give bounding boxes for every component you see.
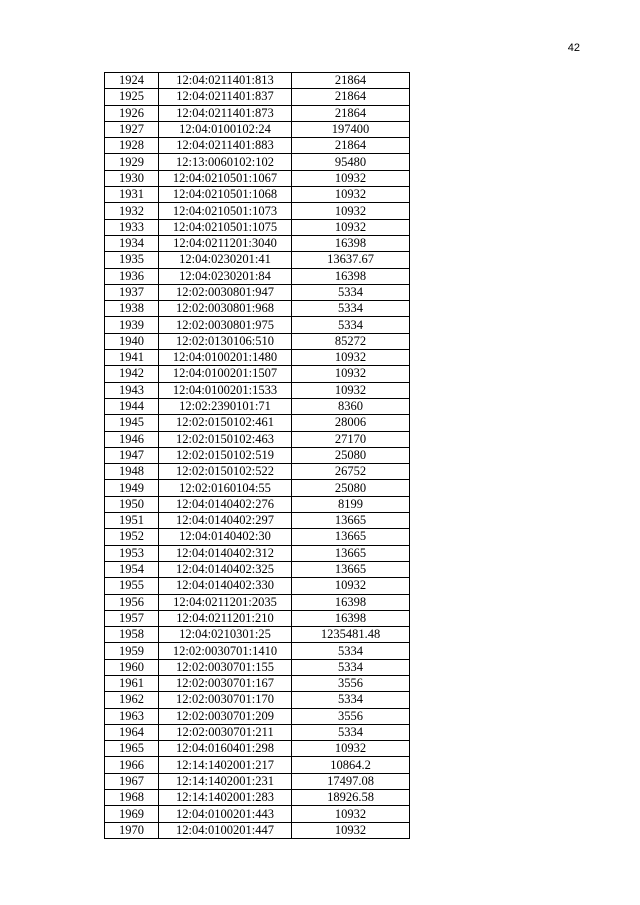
table-row [105, 627, 410, 643]
table-row [105, 790, 410, 806]
table-row [105, 333, 410, 349]
cadastral-number-cell: 12:02:0030701:209 [159, 708, 292, 724]
value-cell: 85272 [292, 333, 410, 349]
table-row [105, 464, 410, 480]
value-cell: 21864 [292, 138, 410, 154]
table-row [105, 138, 410, 154]
table-row [105, 73, 410, 89]
table-row [105, 121, 410, 137]
cadastral-number-cell: 12:04:0100102:24 [159, 121, 292, 137]
row-number-cell: 1965 [105, 741, 159, 757]
cadastral-number-cell: 12:04:0100201:443 [159, 806, 292, 822]
cadastral-number-cell: 12:04:0210501:1067 [159, 170, 292, 186]
cadastral-number-cell: 12:04:0160401:298 [159, 741, 292, 757]
value-cell: 18926.58 [292, 790, 410, 806]
records-table-body [105, 73, 410, 839]
table-row [105, 187, 410, 203]
cadastral-number-cell: 12:04:0230201:41 [159, 252, 292, 268]
row-number-cell: 1957 [105, 610, 159, 626]
value-cell: 26752 [292, 464, 410, 480]
table-row [105, 561, 410, 577]
cadastral-number-cell: 12:04:0211201:2035 [159, 594, 292, 610]
value-cell: 8199 [292, 496, 410, 512]
cadastral-number-cell: 12:04:0100201:447 [159, 822, 292, 838]
table-row [105, 317, 410, 333]
cadastral-number-cell: 12:04:0100201:1507 [159, 366, 292, 382]
value-cell: 13665 [292, 545, 410, 561]
cadastral-number-cell: 12:04:0211401:813 [159, 73, 292, 89]
value-cell: 16398 [292, 594, 410, 610]
table-row [105, 219, 410, 235]
table-row [105, 822, 410, 838]
row-number-cell: 1933 [105, 219, 159, 235]
cadastral-number-cell: 12:02:0030701:170 [159, 692, 292, 708]
row-number-cell: 1955 [105, 578, 159, 594]
row-number-cell: 1946 [105, 431, 159, 447]
table-row [105, 235, 410, 251]
row-number-cell: 1941 [105, 350, 159, 366]
row-number-cell: 1926 [105, 105, 159, 121]
row-number-cell: 1924 [105, 73, 159, 89]
row-number-cell: 1927 [105, 121, 159, 137]
value-cell: 10932 [292, 203, 410, 219]
row-number-cell: 1949 [105, 480, 159, 496]
cadastral-number-cell: 12:04:0210501:1073 [159, 203, 292, 219]
row-number-cell: 1939 [105, 317, 159, 333]
table-row [105, 480, 410, 496]
cadastral-number-cell: 12:02:0030801:947 [159, 284, 292, 300]
cadastral-number-cell: 12:02:0030701:211 [159, 724, 292, 740]
table-row [105, 301, 410, 317]
value-cell: 3556 [292, 708, 410, 724]
cadastral-number-cell: 12:04:0140402:330 [159, 578, 292, 594]
table-row [105, 268, 410, 284]
row-number-cell: 1932 [105, 203, 159, 219]
cadastral-number-cell: 12:04:0140402:276 [159, 496, 292, 512]
cadastral-number-cell: 12:04:0100201:1480 [159, 350, 292, 366]
cadastral-number-cell: 12:04:0100201:1533 [159, 382, 292, 398]
row-number-cell: 1948 [105, 464, 159, 480]
row-number-cell: 1970 [105, 822, 159, 838]
value-cell: 10932 [292, 822, 410, 838]
table-row [105, 398, 410, 414]
value-cell: 3556 [292, 675, 410, 691]
row-number-cell: 1968 [105, 790, 159, 806]
value-cell: 10932 [292, 806, 410, 822]
value-cell: 10932 [292, 219, 410, 235]
table-row [105, 643, 410, 659]
row-number-cell: 1967 [105, 773, 159, 789]
cadastral-number-cell: 12:02:0160104:55 [159, 480, 292, 496]
row-number-cell: 1945 [105, 415, 159, 431]
row-number-cell: 1950 [105, 496, 159, 512]
table-row [105, 675, 410, 691]
value-cell: 1235481.48 [292, 627, 410, 643]
row-number-cell: 1963 [105, 708, 159, 724]
cadastral-number-cell: 12:02:0030801:968 [159, 301, 292, 317]
row-number-cell: 1960 [105, 659, 159, 675]
table-row [105, 431, 410, 447]
value-cell: 25080 [292, 447, 410, 463]
row-number-cell: 1956 [105, 594, 159, 610]
value-cell: 5334 [292, 317, 410, 333]
value-cell: 5334 [292, 301, 410, 317]
value-cell: 10932 [292, 350, 410, 366]
value-cell: 5334 [292, 643, 410, 659]
row-number-cell: 1938 [105, 301, 159, 317]
row-number-cell: 1951 [105, 513, 159, 529]
table-row [105, 724, 410, 740]
table-row [105, 708, 410, 724]
cadastral-number-cell: 12:04:0211401:837 [159, 89, 292, 105]
value-cell: 10932 [292, 366, 410, 382]
value-cell: 21864 [292, 105, 410, 121]
table-row [105, 757, 410, 773]
table-row [105, 513, 410, 529]
cadastral-number-cell: 12:04:0211201:210 [159, 610, 292, 626]
cadastral-number-cell: 12:04:0210501:1068 [159, 187, 292, 203]
row-number-cell: 1959 [105, 643, 159, 659]
page-number: 42 [567, 42, 580, 54]
table-row [105, 89, 410, 105]
table-row [105, 806, 410, 822]
table-row [105, 529, 410, 545]
table-row [105, 284, 410, 300]
table-row [105, 447, 410, 463]
value-cell: 25080 [292, 480, 410, 496]
cadastral-number-cell: 12:04:0211201:3040 [159, 235, 292, 251]
table-row [105, 203, 410, 219]
row-number-cell: 1966 [105, 757, 159, 773]
value-cell: 5334 [292, 692, 410, 708]
cadastral-number-cell: 12:04:0210301:25 [159, 627, 292, 643]
row-number-cell: 1964 [105, 724, 159, 740]
cadastral-number-cell: 12:13:0060102:102 [159, 154, 292, 170]
table-row [105, 496, 410, 512]
cadastral-number-cell: 12:02:0130106:510 [159, 333, 292, 349]
value-cell: 16398 [292, 235, 410, 251]
table-row [105, 105, 410, 121]
value-cell: 13637.67 [292, 252, 410, 268]
cadastral-number-cell: 12:02:2390101:71 [159, 398, 292, 414]
cadastral-number-cell: 12:04:0210501:1075 [159, 219, 292, 235]
row-number-cell: 1925 [105, 89, 159, 105]
table-row [105, 545, 410, 561]
table-row [105, 154, 410, 170]
row-number-cell: 1962 [105, 692, 159, 708]
value-cell: 21864 [292, 73, 410, 89]
value-cell: 27170 [292, 431, 410, 447]
row-number-cell: 1929 [105, 154, 159, 170]
cadastral-number-cell: 12:02:0030701:155 [159, 659, 292, 675]
records-table [104, 72, 410, 839]
row-number-cell: 1944 [105, 398, 159, 414]
value-cell: 197400 [292, 121, 410, 137]
cadastral-number-cell: 12:04:0211401:883 [159, 138, 292, 154]
row-number-cell: 1958 [105, 627, 159, 643]
cadastral-number-cell: 12:04:0140402:312 [159, 545, 292, 561]
row-number-cell: 1940 [105, 333, 159, 349]
value-cell: 16398 [292, 268, 410, 284]
value-cell: 21864 [292, 89, 410, 105]
row-number-cell: 1937 [105, 284, 159, 300]
cadastral-number-cell: 12:02:0150102:461 [159, 415, 292, 431]
cadastral-number-cell: 12:04:0230201:84 [159, 268, 292, 284]
value-cell: 28006 [292, 415, 410, 431]
table-row [105, 610, 410, 626]
row-number-cell: 1947 [105, 447, 159, 463]
table-row [105, 692, 410, 708]
value-cell: 13665 [292, 513, 410, 529]
cadastral-number-cell: 12:04:0140402:297 [159, 513, 292, 529]
value-cell: 10864.2 [292, 757, 410, 773]
table-row [105, 415, 410, 431]
table-row [105, 350, 410, 366]
cadastral-number-cell: 12:04:0211401:873 [159, 105, 292, 121]
row-number-cell: 1954 [105, 561, 159, 577]
table-row [105, 170, 410, 186]
value-cell: 10932 [292, 578, 410, 594]
cadastral-number-cell: 12:02:0030701:167 [159, 675, 292, 691]
value-cell: 5334 [292, 659, 410, 675]
value-cell: 10932 [292, 187, 410, 203]
value-cell: 8360 [292, 398, 410, 414]
table-row [105, 741, 410, 757]
table-row [105, 578, 410, 594]
value-cell: 16398 [292, 610, 410, 626]
cadastral-number-cell: 12:14:1402001:217 [159, 757, 292, 773]
value-cell: 10932 [292, 382, 410, 398]
row-number-cell: 1969 [105, 806, 159, 822]
row-number-cell: 1936 [105, 268, 159, 284]
row-number-cell: 1961 [105, 675, 159, 691]
cadastral-number-cell: 12:02:0150102:463 [159, 431, 292, 447]
table-row [105, 659, 410, 675]
cadastral-number-cell: 12:02:0150102:519 [159, 447, 292, 463]
cadastral-number-cell: 12:02:0030801:975 [159, 317, 292, 333]
row-number-cell: 1930 [105, 170, 159, 186]
cadastral-number-cell: 12:02:0030701:1410 [159, 643, 292, 659]
row-number-cell: 1953 [105, 545, 159, 561]
value-cell: 17497.08 [292, 773, 410, 789]
table-row [105, 594, 410, 610]
row-number-cell: 1942 [105, 366, 159, 382]
value-cell: 13665 [292, 561, 410, 577]
row-number-cell: 1935 [105, 252, 159, 268]
value-cell: 13665 [292, 529, 410, 545]
value-cell: 10932 [292, 741, 410, 757]
cadastral-number-cell: 12:04:0140402:30 [159, 529, 292, 545]
table-row [105, 366, 410, 382]
table-row [105, 382, 410, 398]
row-number-cell: 1934 [105, 235, 159, 251]
cadastral-number-cell: 12:14:1402001:283 [159, 790, 292, 806]
row-number-cell: 1928 [105, 138, 159, 154]
value-cell: 5334 [292, 724, 410, 740]
table-row [105, 773, 410, 789]
value-cell: 10932 [292, 170, 410, 186]
row-number-cell: 1952 [105, 529, 159, 545]
table-row [105, 252, 410, 268]
row-number-cell: 1931 [105, 187, 159, 203]
value-cell: 5334 [292, 284, 410, 300]
cadastral-number-cell: 12:02:0150102:522 [159, 464, 292, 480]
row-number-cell: 1943 [105, 382, 159, 398]
cadastral-number-cell: 12:04:0140402:325 [159, 561, 292, 577]
cadastral-number-cell: 12:14:1402001:231 [159, 773, 292, 789]
value-cell: 95480 [292, 154, 410, 170]
